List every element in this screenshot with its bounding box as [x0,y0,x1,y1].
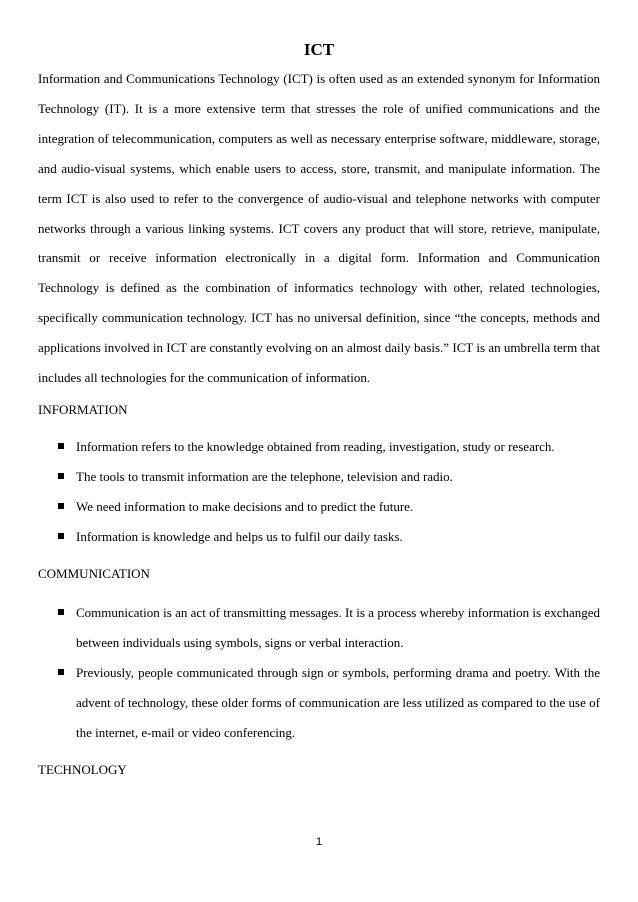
list-item: Information refers to the knowledge obtained from reading, investigation, study or research. [76,439,555,454]
intro-paragraph: Information and Communications Technology (ICT) is often used as an extended synonym for Information Technology (IT). It is a more extensive term that stresses the role of unified communications and the integration of telecommunication, computers as well as necessary enterprise software, middleware, storage, and audio-visual systems, which enable users to access, store, transmit, and manipulate information. The term ICT is also used to refer to the convergence of audio-visual and telephone networks with computer networks through a various linking systems. ICT covers any product that will store, retrieve, manipulate, transmit or receive information electronically in a digital form. Information and Communication Technology is defined as the combination of informatics technology with other, related technologies, specifically communication technology. ICT has no universal definition, since “the concepts, methods and applications involved in ICT are constantly evolving on an almost daily basis.” ICT is an umbrella term that includes all technologies for the communication of information. [38,71,600,386]
list-item: Previously, people communicated through sign or symbols, performing drama and poetry. With the advent of technology, these older forms of communication are less utilized as compared to the use of the internet, e-mail or video conferencing. [76,665,600,740]
list-item: We need information to make decisions and to predict the future. [76,499,414,514]
section-heading-information: INFORMATION [38,402,128,417]
section-heading-technology: TECHNOLOGY [38,762,127,777]
list-item: The tools to transmit information are the telephone, television and radio. [76,469,453,484]
bullet-icon [58,443,64,449]
document-title: ICT [303,40,335,59]
section-heading-communication: COMMUNICATION [38,566,150,581]
page-number: 1 [315,836,323,848]
bullet-icon [58,669,64,675]
list-item: Information is knowledge and helps us to fulfil our daily tasks. [76,529,403,544]
list-item: Communication is an act of transmitting messages. It is a process whereby information is exchanged between individuals using symbols, signs or verbal interaction. [76,605,600,650]
bullet-icon [58,533,64,539]
bullet-icon [58,609,64,615]
bullet-icon [58,503,64,509]
bullet-icon [58,473,64,479]
